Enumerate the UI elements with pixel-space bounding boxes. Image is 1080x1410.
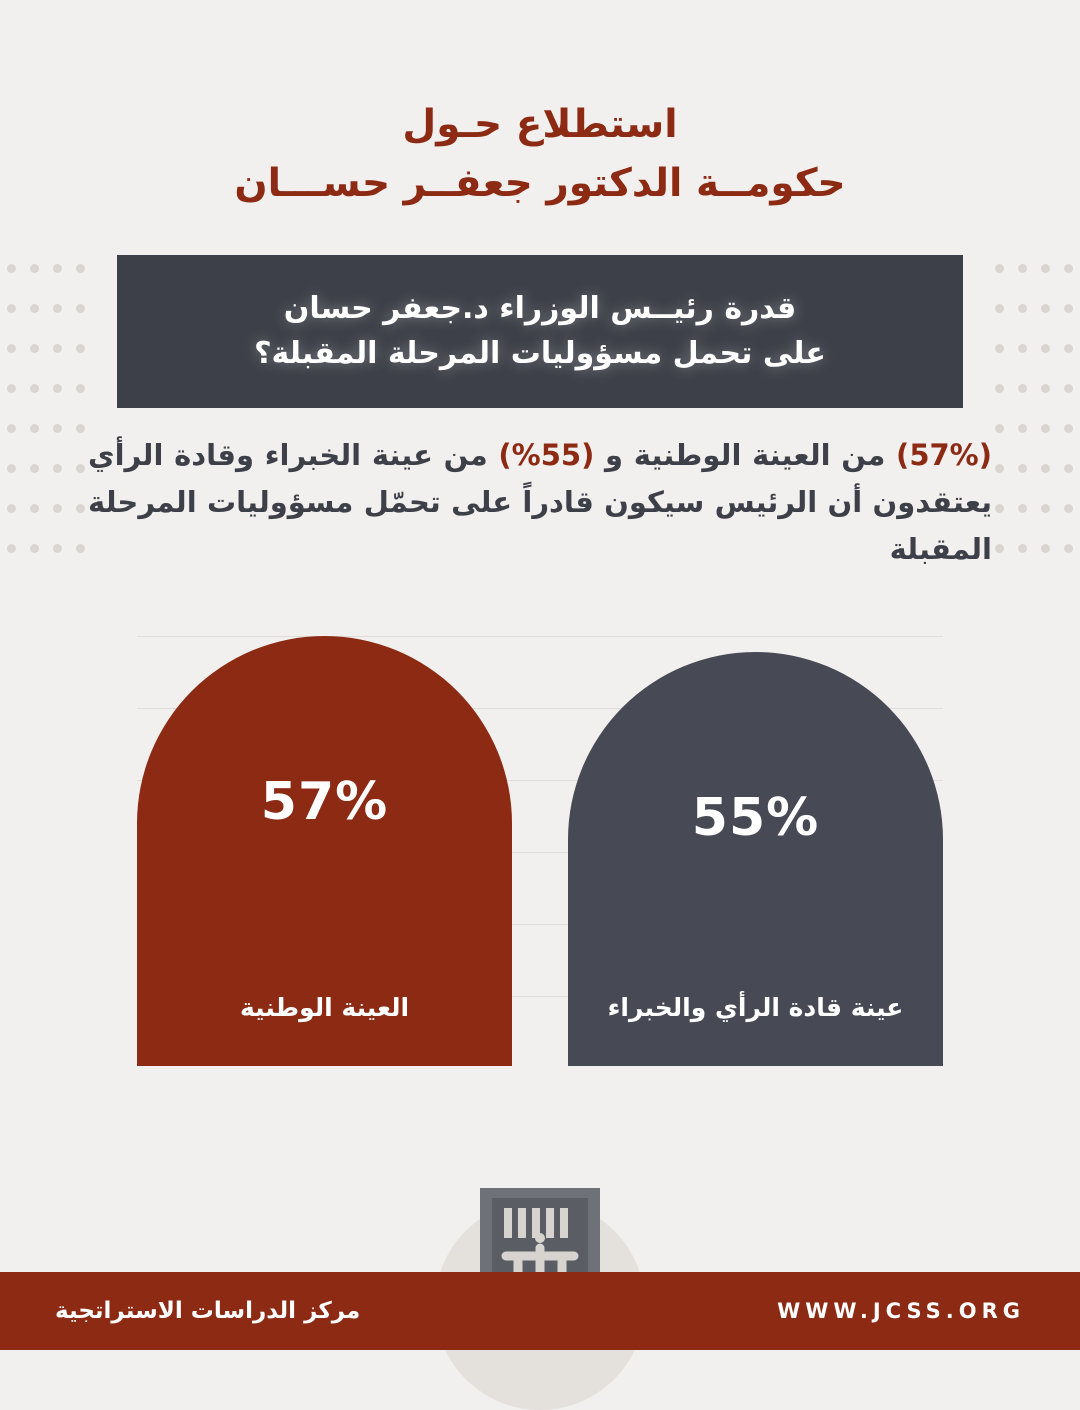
bar-label-experts: عينة قادة الرأي والخبراء (607, 993, 904, 1022)
bar-national-sample (137, 636, 512, 1066)
footer-bar (0, 1272, 1080, 1350)
website-url[interactable]: WWW.JCSS.ORG (777, 1299, 1025, 1323)
bar-experts-sample (568, 652, 943, 1066)
summary-stat-experts: (55%) (498, 438, 595, 472)
title-line-2: حكومــة الدكتور جعفــر حســـان (234, 161, 846, 207)
bar-chart (137, 636, 943, 1066)
decorative-dots-left (0, 248, 92, 568)
question-banner (117, 255, 963, 408)
page-title (0, 95, 1080, 214)
bar-value-experts: 55% (691, 788, 820, 848)
question-line-1: قدرة رئيــس الوزراء د.جعفر حسان (283, 291, 797, 327)
bar-value-national: 57% (260, 772, 389, 832)
title-line-1: استطلاع حـول (402, 102, 678, 147)
organization-name: مركز الدراسات الاستراتجية (55, 1298, 361, 1324)
bar-label-national: العينة الوطنية (239, 993, 410, 1022)
summary-text-2: من عينة الخبراء وقادة الرأي يعتقدون أن الرئيس سيكون قادراً على تحمّل مسؤوليات المرحلة المقبلة (88, 438, 992, 566)
summary-text-1: من العينة الوطنية و (594, 438, 897, 472)
summary-stat-national: (57%) (896, 438, 992, 472)
bar-group (137, 636, 943, 1066)
question-line-2: على تحمل مسؤوليات المرحلة المقبلة؟ (254, 335, 826, 371)
summary-paragraph (88, 432, 992, 573)
decorative-dots-right (988, 248, 1080, 568)
